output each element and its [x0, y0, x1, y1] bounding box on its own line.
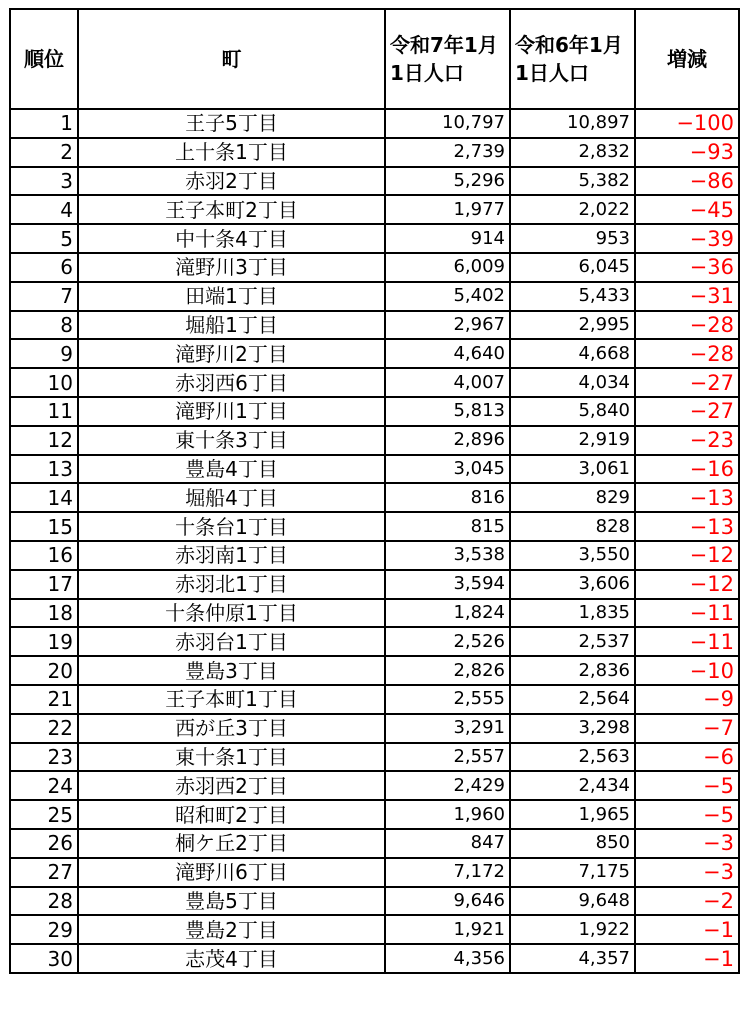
table-row — [10, 282, 739, 311]
pop-r6-cell: 850 — [510, 829, 635, 858]
change-cell: −31 — [635, 282, 739, 311]
table-row — [10, 829, 739, 858]
rank-cell: 24 — [10, 771, 78, 800]
town-cell: 王子本町1丁目 — [78, 685, 385, 714]
change-cell: −9 — [635, 685, 739, 714]
change-cell: −2 — [635, 887, 739, 916]
change-cell: −28 — [635, 311, 739, 340]
header-rank: 順位 — [10, 9, 78, 109]
pop-r7-cell: 1,960 — [385, 800, 510, 829]
change-cell: −7 — [635, 714, 739, 743]
pop-r6-cell: 6,045 — [510, 253, 635, 282]
rank-cell: 3 — [10, 167, 78, 196]
pop-r6-cell: 2,995 — [510, 311, 635, 340]
pop-r6-cell: 4,034 — [510, 368, 635, 397]
table-row — [10, 627, 739, 656]
rank-cell: 1 — [10, 109, 78, 138]
town-cell: 東十条1丁目 — [78, 743, 385, 772]
pop-r7-cell: 5,296 — [385, 167, 510, 196]
table-row — [10, 167, 739, 196]
pop-r6-cell: 2,919 — [510, 426, 635, 455]
pop-r7-cell: 10,797 — [385, 109, 510, 138]
rank-cell: 21 — [10, 685, 78, 714]
change-cell: −1 — [635, 944, 739, 973]
pop-r7-cell: 3,594 — [385, 570, 510, 599]
change-cell: −93 — [635, 138, 739, 167]
pop-r6-cell: 9,648 — [510, 887, 635, 916]
pop-r6-cell: 3,550 — [510, 541, 635, 570]
table-row — [10, 771, 739, 800]
pop-r7-cell: 847 — [385, 829, 510, 858]
change-cell: −45 — [635, 195, 739, 224]
change-cell: −39 — [635, 224, 739, 253]
table-row — [10, 138, 739, 167]
pop-r6-cell: 3,606 — [510, 570, 635, 599]
pop-r7-cell: 2,557 — [385, 743, 510, 772]
rank-cell: 17 — [10, 570, 78, 599]
pop-r6-cell: 3,298 — [510, 714, 635, 743]
town-cell: 滝野川1丁目 — [78, 397, 385, 426]
pop-r7-cell: 3,538 — [385, 541, 510, 570]
pop-r7-cell: 2,526 — [385, 627, 510, 656]
table-row — [10, 224, 739, 253]
pop-r7-cell: 2,555 — [385, 685, 510, 714]
header-pop-r6: 令和6年1月1日人口 — [510, 9, 635, 109]
pop-r7-cell: 5,813 — [385, 397, 510, 426]
header-change: 増減 — [635, 9, 739, 109]
rank-cell: 5 — [10, 224, 78, 253]
pop-r7-cell: 4,007 — [385, 368, 510, 397]
table-row — [10, 599, 739, 628]
town-cell: 豊島3丁目 — [78, 656, 385, 685]
pop-r6-cell: 5,433 — [510, 282, 635, 311]
pop-r6-cell: 3,061 — [510, 455, 635, 484]
table-row — [10, 368, 739, 397]
pop-r6-cell: 10,897 — [510, 109, 635, 138]
pop-r7-cell: 5,402 — [385, 282, 510, 311]
change-cell: −10 — [635, 656, 739, 685]
pop-r7-cell: 1,824 — [385, 599, 510, 628]
rank-cell: 9 — [10, 339, 78, 368]
town-cell: 王子5丁目 — [78, 109, 385, 138]
town-cell: 東十条3丁目 — [78, 426, 385, 455]
table-row — [10, 483, 739, 512]
pop-r6-cell: 953 — [510, 224, 635, 253]
pop-r7-cell: 6,009 — [385, 253, 510, 282]
table-row — [10, 685, 739, 714]
rank-cell: 4 — [10, 195, 78, 224]
pop-r6-cell: 4,668 — [510, 339, 635, 368]
rank-cell: 11 — [10, 397, 78, 426]
pop-r7-cell: 3,045 — [385, 455, 510, 484]
pop-r6-cell: 2,832 — [510, 138, 635, 167]
pop-r7-cell: 4,356 — [385, 944, 510, 973]
pop-r6-cell: 829 — [510, 483, 635, 512]
town-cell: 赤羽台1丁目 — [78, 627, 385, 656]
town-cell: 中十条4丁目 — [78, 224, 385, 253]
change-cell: −36 — [635, 253, 739, 282]
pop-r7-cell: 2,429 — [385, 771, 510, 800]
rank-cell: 20 — [10, 656, 78, 685]
pop-r6-cell: 1,835 — [510, 599, 635, 628]
rank-cell: 14 — [10, 483, 78, 512]
rank-cell: 8 — [10, 311, 78, 340]
change-cell: −6 — [635, 743, 739, 772]
change-cell: −11 — [635, 599, 739, 628]
pop-r6-cell: 2,022 — [510, 195, 635, 224]
pop-r7-cell: 2,739 — [385, 138, 510, 167]
pop-r6-cell: 2,563 — [510, 743, 635, 772]
town-cell: 滝野川2丁目 — [78, 339, 385, 368]
town-cell: 豊島2丁目 — [78, 915, 385, 944]
table-row — [10, 397, 739, 426]
rank-cell: 2 — [10, 138, 78, 167]
change-cell: −5 — [635, 771, 739, 800]
town-cell: 赤羽北1丁目 — [78, 570, 385, 599]
rank-cell: 25 — [10, 800, 78, 829]
rank-cell: 10 — [10, 368, 78, 397]
rank-cell: 13 — [10, 455, 78, 484]
rank-cell: 30 — [10, 944, 78, 973]
table-row — [10, 339, 739, 368]
header-pop-r7: 令和7年1月1日人口 — [385, 9, 510, 109]
town-cell: 西が丘3丁目 — [78, 714, 385, 743]
pop-r7-cell: 9,646 — [385, 887, 510, 916]
pop-r7-cell: 7,172 — [385, 858, 510, 887]
change-cell: −13 — [635, 483, 739, 512]
rank-cell: 6 — [10, 253, 78, 282]
table-row — [10, 743, 739, 772]
town-cell: 上十条1丁目 — [78, 138, 385, 167]
change-cell: −13 — [635, 512, 739, 541]
table-row — [10, 800, 739, 829]
rank-cell: 7 — [10, 282, 78, 311]
town-cell: 豊島5丁目 — [78, 887, 385, 916]
pop-r6-cell: 1,922 — [510, 915, 635, 944]
table-row — [10, 426, 739, 455]
table-row — [10, 944, 739, 973]
pop-r7-cell: 2,896 — [385, 426, 510, 455]
pop-r6-cell: 2,434 — [510, 771, 635, 800]
change-cell: −12 — [635, 541, 739, 570]
town-cell: 十条仲原1丁目 — [78, 599, 385, 628]
pop-r7-cell: 2,826 — [385, 656, 510, 685]
change-cell: −86 — [635, 167, 739, 196]
town-cell: 堀船4丁目 — [78, 483, 385, 512]
change-cell: −3 — [635, 829, 739, 858]
table-row — [10, 656, 739, 685]
rank-cell: 22 — [10, 714, 78, 743]
pop-r7-cell: 815 — [385, 512, 510, 541]
town-cell: 豊島4丁目 — [78, 455, 385, 484]
rank-cell: 26 — [10, 829, 78, 858]
pop-r6-cell: 2,836 — [510, 656, 635, 685]
pop-r6-cell: 4,357 — [510, 944, 635, 973]
table-row — [10, 195, 739, 224]
rank-cell: 12 — [10, 426, 78, 455]
town-cell: 田端1丁目 — [78, 282, 385, 311]
pop-r6-cell: 7,175 — [510, 858, 635, 887]
change-cell: −27 — [635, 368, 739, 397]
pop-r7-cell: 4,640 — [385, 339, 510, 368]
change-cell: −23 — [635, 426, 739, 455]
change-cell: −1 — [635, 915, 739, 944]
table-row — [10, 253, 739, 282]
rank-cell: 23 — [10, 743, 78, 772]
pop-r6-cell: 5,382 — [510, 167, 635, 196]
town-cell: 赤羽南1丁目 — [78, 541, 385, 570]
town-cell: 志茂4丁目 — [78, 944, 385, 973]
town-cell: 赤羽西6丁目 — [78, 368, 385, 397]
change-cell: −12 — [635, 570, 739, 599]
table-row — [10, 714, 739, 743]
town-cell: 桐ケ丘2丁目 — [78, 829, 385, 858]
town-cell: 滝野川6丁目 — [78, 858, 385, 887]
table-body — [10, 109, 739, 973]
pop-r7-cell: 816 — [385, 483, 510, 512]
pop-r7-cell: 2,967 — [385, 311, 510, 340]
pop-r6-cell: 1,965 — [510, 800, 635, 829]
table-row — [10, 858, 739, 887]
change-cell: −5 — [635, 800, 739, 829]
table-row — [10, 311, 739, 340]
town-cell: 十条台1丁目 — [78, 512, 385, 541]
pop-r6-cell: 2,564 — [510, 685, 635, 714]
change-cell: −100 — [635, 109, 739, 138]
rank-cell: 27 — [10, 858, 78, 887]
rank-cell: 19 — [10, 627, 78, 656]
table-header — [10, 9, 739, 109]
pop-r6-cell: 5,840 — [510, 397, 635, 426]
rank-cell: 28 — [10, 887, 78, 916]
rank-cell: 16 — [10, 541, 78, 570]
table-row — [10, 887, 739, 916]
town-cell: 赤羽2丁目 — [78, 167, 385, 196]
pop-r6-cell: 2,537 — [510, 627, 635, 656]
rank-cell: 15 — [10, 512, 78, 541]
header-town: 町 — [78, 9, 385, 109]
town-cell: 赤羽西2丁目 — [78, 771, 385, 800]
pop-r7-cell: 1,921 — [385, 915, 510, 944]
change-cell: −11 — [635, 627, 739, 656]
change-cell: −27 — [635, 397, 739, 426]
pop-r7-cell: 1,977 — [385, 195, 510, 224]
population-ranking-table — [9, 8, 740, 974]
change-cell: −3 — [635, 858, 739, 887]
table-row — [10, 541, 739, 570]
table-row — [10, 109, 739, 138]
table-row — [10, 915, 739, 944]
pop-r7-cell: 914 — [385, 224, 510, 253]
table-row — [10, 512, 739, 541]
pop-r6-cell: 828 — [510, 512, 635, 541]
town-cell: 昭和町2丁目 — [78, 800, 385, 829]
change-cell: −16 — [635, 455, 739, 484]
rank-cell: 29 — [10, 915, 78, 944]
rank-cell: 18 — [10, 599, 78, 628]
town-cell: 王子本町2丁目 — [78, 195, 385, 224]
table-row — [10, 570, 739, 599]
header-row — [10, 9, 739, 109]
change-cell: −28 — [635, 339, 739, 368]
pop-r7-cell: 3,291 — [385, 714, 510, 743]
town-cell: 堀船1丁目 — [78, 311, 385, 340]
table-row — [10, 455, 739, 484]
town-cell: 滝野川3丁目 — [78, 253, 385, 282]
